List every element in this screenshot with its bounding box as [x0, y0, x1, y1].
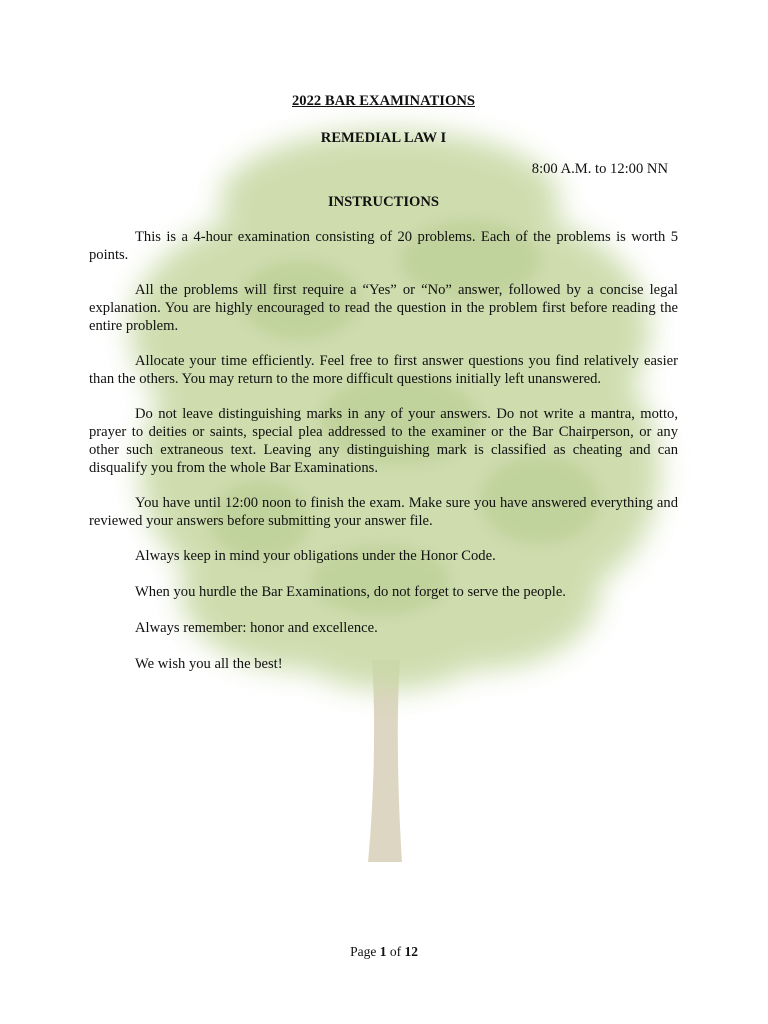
closing-line: Always remember: honor and excellence. [135, 620, 378, 636]
exam-schedule: 8:00 A.M. to 12:00 NN [531, 161, 668, 177]
instruction-paragraph: All the problems will first require a “Yes” or “No” answer, followed by a concise legal explanation. You are highly encouraged to read the question in the problem first before reading the entire problem. [89, 282, 678, 334]
page-total: 12 [404, 944, 418, 959]
closing-line: When you hurdle the Bar Examinations, do not forget to serve the people. [135, 584, 566, 600]
instructions-heading: INSTRUCTIONS [327, 194, 440, 210]
page-of-label: of [389, 944, 402, 959]
instruction-paragraph: You have until 12:00 noon to finish the exam. Make sure you have answered everything and reviewed your answers before submitting your answer file. [89, 495, 678, 529]
closing-line: Always keep in mind your obligations under the Honor Code. [135, 548, 496, 564]
page-number: 1 [379, 944, 387, 959]
document-body [89, 92, 678, 691]
instruction-paragraph: Allocate your time efficiently. Feel free to first answer questions you find relatively easier than the others. You may return to the more difficult questions initially left unanswered. [89, 353, 678, 387]
exam-title: 2022 BAR EXAMINATIONS [292, 93, 475, 109]
exam-subject: REMEDIAL LAW I [320, 130, 447, 146]
instruction-paragraph: Do not leave distinguishing marks in any of your answers. Do not write a mantra, motto, prayer to deities or saints, special plea addressed to the examiner or the Bar Chairperson, or any other such extraneous text. Leaving any distinguishing mark is classified as cheating and can disqualify you from the whole Bar Examinations. [89, 406, 678, 476]
page-label: Page [350, 944, 377, 959]
page-footer [0, 944, 768, 960]
instruction-paragraph: This is a 4-hour examination consisting of 20 problems. Each of the problems is worth 5 points. [89, 229, 678, 263]
closing-line: We wish you all the best! [135, 656, 283, 672]
